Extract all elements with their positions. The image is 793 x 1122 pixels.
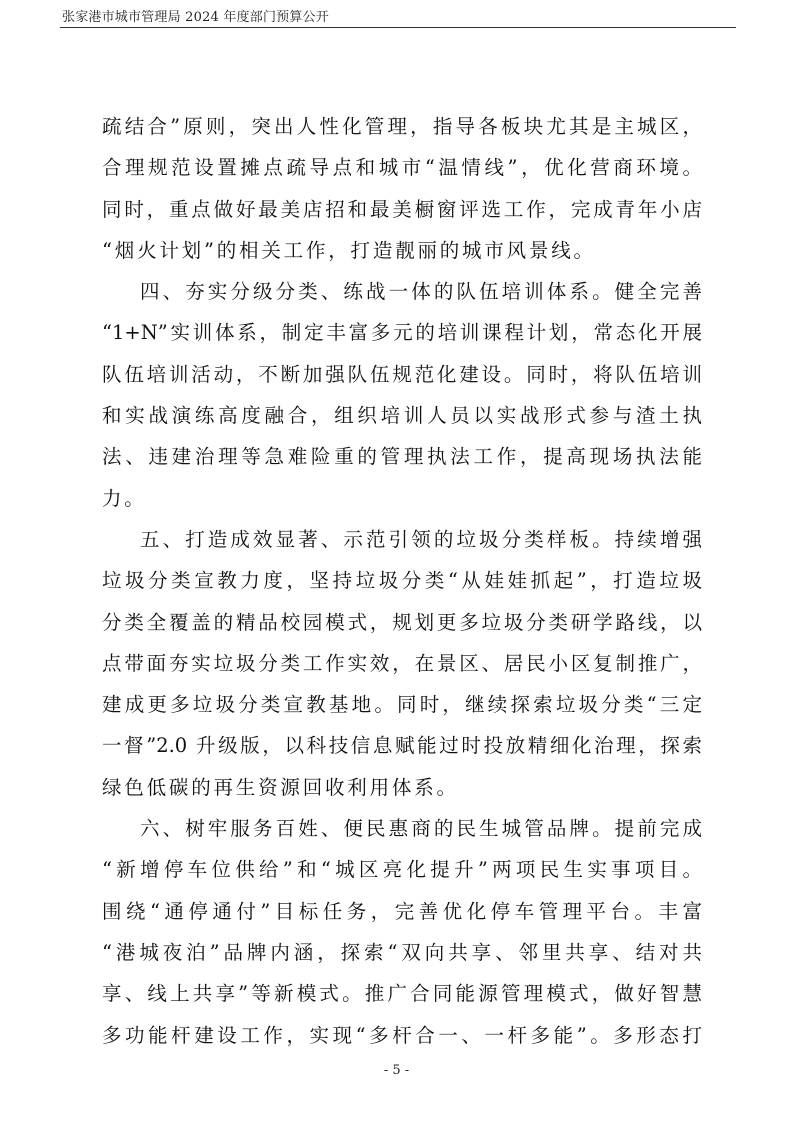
body-line: 围绕“通停通付”目标任务，完善优化停车管理平台。丰富 — [102, 899, 702, 923]
body-line: 垃圾分类宣教力度，坚持垃圾分类“从娃娃抓起”，打造垃圾 — [102, 569, 702, 593]
body-line: “新增停车位供给”和“城区亮化提升”两项民生实事项目。 — [102, 858, 702, 882]
body-line: 建成更多垃圾分类宣教基地。同时，继续探索垃圾分类“三定 — [102, 693, 702, 717]
document-body — [102, 106, 702, 1056]
body-line: 四、夯实分级分类、练战一体的队伍培训体系。健全完善 — [140, 280, 702, 304]
body-line: 疏结合”原则，突出人性化管理，指导各板块尤其是主城区， — [102, 115, 702, 138]
body-line: 一督”2.0 升级版，以科技信息赋能过时投放精细化治理，探索 — [102, 734, 702, 758]
body-line: 合理规范设置摊点疏导点和城市“温情线”，优化营商环境。 — [102, 156, 702, 180]
body-line: 力。 — [102, 486, 147, 510]
body-line: “烟火计划”的相关工作，打造靓丽的城市风景线。 — [102, 238, 596, 262]
running-header: 张家港市城市管理局 2024 年度部门预算公开 — [62, 10, 329, 25]
body-line: 五、打造成效显著、示范引领的垃圾分类样板。持续增强 — [140, 527, 702, 551]
body-line: 分类全覆盖的精品校园模式，规划更多垃圾分类研学路线，以 — [102, 610, 702, 634]
body-line: 同时，重点做好最美店招和最美橱窗评选工作，完成青年小店 — [102, 197, 702, 221]
page-number: - 5 - — [383, 1063, 410, 1078]
body-line: 法、违建治理等急难险重的管理执法工作，提高现场执法能 — [102, 445, 702, 469]
body-line: 六、树牢服务百姓、便民惠商的民生城管品牌。提前完成 — [140, 817, 702, 841]
body-line: 多功能杆建设工作，实现“多杆合一、一杆多能”。多形态打 — [102, 1023, 702, 1047]
header-rule — [60, 27, 736, 28]
body-line: 队伍培训活动，不断加强队伍规范化建设。同时，将队伍培训 — [102, 362, 702, 386]
body-line: 和实战演练高度融合，组织培训人员以实战形式参与渣土执 — [102, 404, 702, 428]
body-line: “1+N”实训体系，制定丰富多元的培训课程计划，常态化开展 — [102, 321, 702, 345]
body-line: 点带面夯实垃圾分类工作实效，在景区、居民小区复制推广， — [102, 651, 702, 675]
body-line: “港城夜泊”品牌内涵，探索“双向共享、邻里共享、结对共 — [102, 940, 702, 964]
body-line: 享、线上共享”等新模式。推广合同能源管理模式，做好智慧 — [102, 982, 702, 1006]
body-line: 绿色低碳的再生资源回收利用体系。 — [102, 775, 459, 799]
